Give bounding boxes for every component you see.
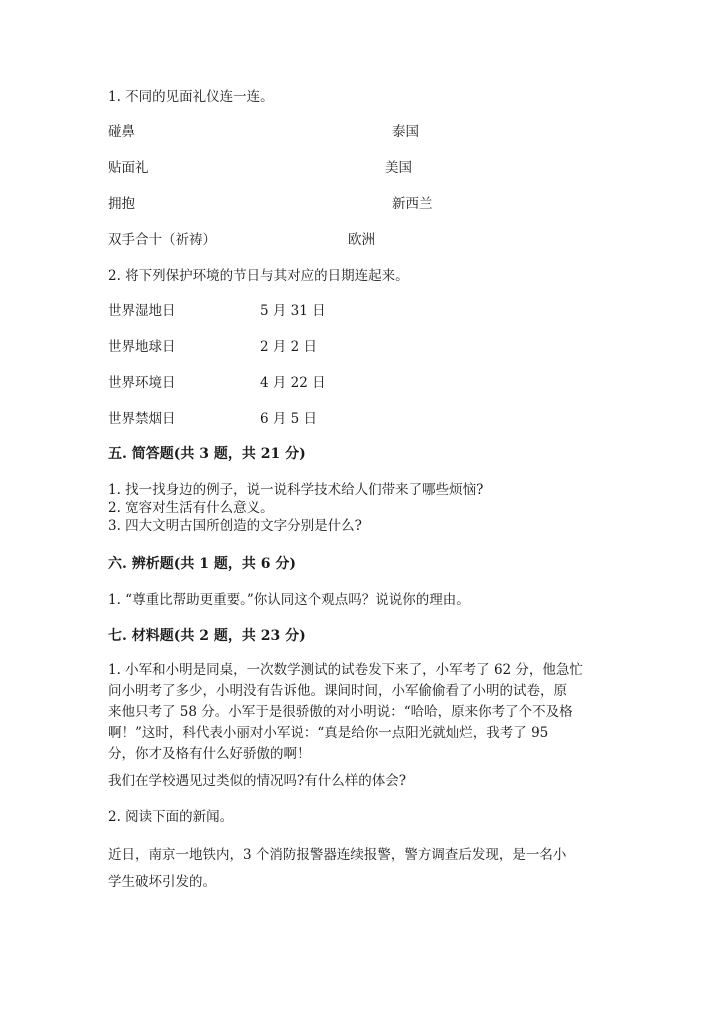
news-paragraph <box>108 842 613 896</box>
q1-left-item: 双手合十（祈祷） <box>108 232 216 248</box>
q2-right-item: 6 月 5 日 <box>260 411 318 427</box>
paragraph-line: 1. 小军和小明是同桌，一次数学测试的试卷发下来了，小军考了 62 分，他急忙 <box>108 662 583 678</box>
paragraph-line: 学生破坏引发的。 <box>108 874 216 890</box>
material-paragraph <box>108 660 613 765</box>
paragraph-line: 啊！”这时，科代表小丽对小军说：“真是给你一点阳光就灿烂，我考了 95 <box>108 725 549 741</box>
paragraph-line: 分，你才及格有什么好骄傲的啊！ <box>108 746 311 762</box>
q2-right-item: 2 月 2 日 <box>260 339 318 355</box>
material-question: 我们在学校遇见过类似的情况吗?有什么样的体会? <box>108 773 406 789</box>
sec6-item: 1. “尊重比帮助更重要。”你认同这个观点吗？说说你的理由。 <box>108 592 470 608</box>
paragraph-line: 问小明考了多少，小明没有告诉他。课间时间，小军偷偷看了小明的试卷，原 <box>108 683 567 699</box>
q1-right-item: 美国 <box>385 160 412 176</box>
q1-right-item: 泰国 <box>392 124 419 140</box>
q1-left-item: 碰鼻 <box>108 124 135 140</box>
paragraph-line: 来他只考了 58 分。小军于是很骄傲的对小明说：“哈哈，原来你考了个不及格 <box>108 704 573 720</box>
q1-right-item: 新西兰 <box>392 196 433 212</box>
q2-right-item: 4 月 22 日 <box>260 375 326 391</box>
section-6-heading: 六. 辨析题(共 1 题，共 6 分) <box>108 556 296 572</box>
q1-left-item: 贴面礼 <box>108 160 149 176</box>
q7-2-title: 2. 阅读下面的新闻。 <box>108 809 234 825</box>
q2-left-item: 世界地球日 <box>108 339 176 355</box>
sec5-item: 1. 找一找身边的例子，说一说科学技术给人们带来了哪些烦恼? <box>108 482 484 498</box>
q1-title: 1. 不同的见面礼仪连一连。 <box>108 89 274 105</box>
sec5-item: 2. 宽容对生活有什么意义。 <box>108 500 274 516</box>
paragraph-line: 近日，南京一地铁内，3 个消防报警器连续报警，警方调查后发现，是一名小 <box>108 847 567 863</box>
section-5-heading: 五. 简答题(共 3 题，共 21 分) <box>108 446 306 462</box>
q2-right-item: 5 月 31 日 <box>260 303 326 319</box>
q2-left-item: 世界禁烟日 <box>108 411 176 427</box>
q1-left-item: 拥抱 <box>108 196 135 212</box>
sec5-item: 3. 四大文明古国所创造的文字分别是什么? <box>108 518 362 534</box>
q2-left-item: 世界环境日 <box>108 375 176 391</box>
q2-left-item: 世界湿地日 <box>108 303 176 319</box>
q1-right-item: 欧洲 <box>348 232 375 248</box>
q2-title: 2. 将下列保护环境的节日与其对应的日期连起来。 <box>108 268 409 284</box>
section-7-heading: 七. 材料题(共 2 题，共 23 分) <box>108 628 306 644</box>
